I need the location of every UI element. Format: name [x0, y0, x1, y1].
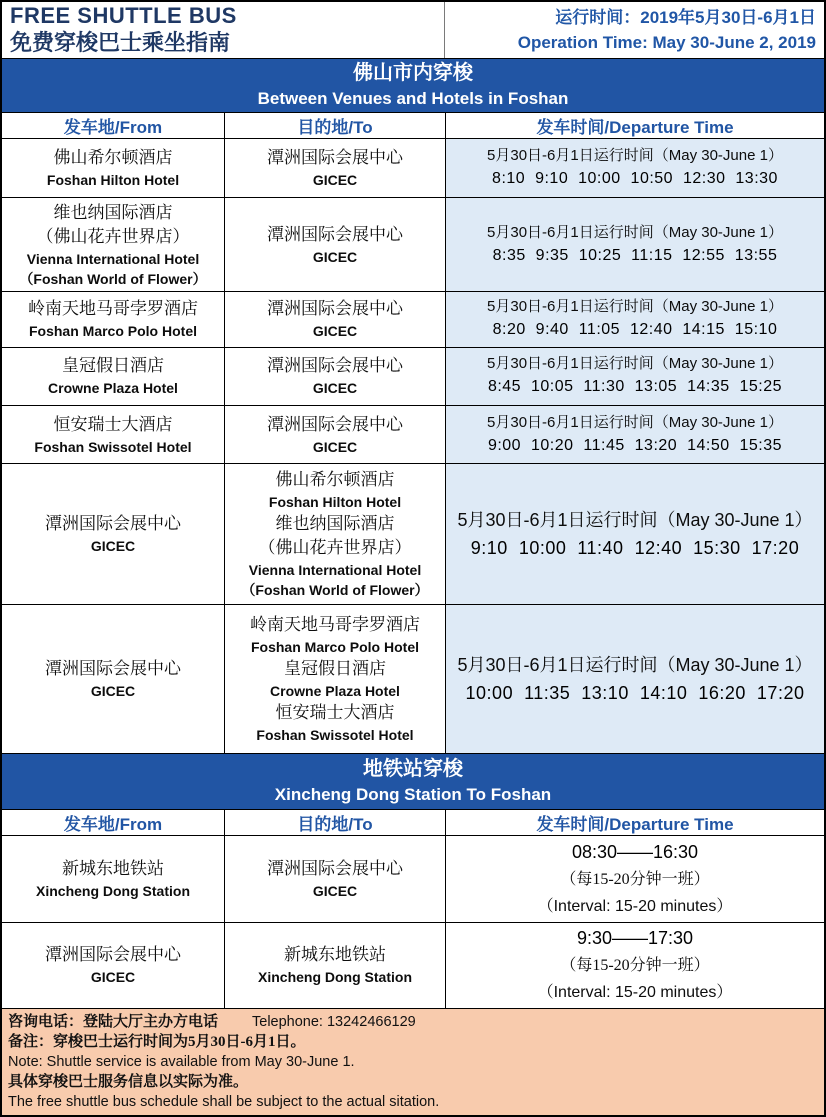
table-row — [2, 347, 824, 406]
from-cell — [2, 605, 224, 753]
to-cell — [224, 292, 445, 347]
to-name-zh: 潭洲国际会展中心 — [267, 224, 403, 244]
section-banner-metro — [2, 753, 824, 809]
from-cell — [2, 348, 224, 406]
from-name-en: Foshan Marco Polo Hotel — [28, 323, 197, 340]
table-row — [2, 405, 824, 463]
page-title-en: FREE SHUTTLE BUS — [10, 3, 237, 28]
departure-times: 9:10 10:00 11:40 12:40 15:30 17:20 — [470, 538, 800, 559]
banner-title-en: Xincheng Dong Station To Foshan — [274, 785, 552, 805]
banner-title-en: Between Venues and Hotels in Foshan — [257, 88, 569, 108]
interval-zh: （每15-20分钟一班） — [560, 957, 710, 975]
departure-time-cell — [445, 923, 824, 1008]
to-name-en-3: Foshan Swissotel Hotel — [256, 727, 414, 744]
from-cell — [2, 198, 224, 290]
to-cell — [224, 923, 445, 1008]
to-name-zh: 佛山希尔顿酒店 — [275, 470, 395, 490]
footer-note-zh: 备注：穿梭巴士运行时间为5月30日-6月1日。 — [8, 1033, 306, 1050]
from-name-zh-2: （佛山花卉世界店） — [36, 226, 190, 246]
time-period-label: 5月30日-6月1日运行时间（May 30-June 1） — [487, 223, 783, 241]
from-cell — [2, 292, 224, 347]
table-row — [2, 604, 824, 753]
to-name-en-3: （Foshan World of Flower） — [241, 582, 429, 599]
to-cell — [224, 406, 445, 463]
to-cell — [224, 605, 445, 753]
from-name-zh: 佛山希尔顿酒店 — [53, 148, 173, 168]
from-name-en: GICEC — [90, 538, 136, 555]
table-row — [2, 463, 824, 604]
to-name-zh: 潭洲国际会展中心 — [267, 414, 403, 434]
to-name-en: GICEC — [312, 172, 358, 189]
to-cell — [224, 464, 445, 604]
section-banner-foshan — [2, 58, 824, 112]
departure-time-cell — [445, 406, 824, 463]
time-period-label: 5月30日-6月1日运行时间（May 30-June 1） — [487, 147, 783, 165]
from-name-en: Vienna International Hotel — [26, 250, 200, 267]
table-row — [2, 138, 824, 198]
banner-title-zh: 地铁站穿梭 — [363, 758, 463, 781]
column-header-row — [2, 112, 824, 138]
to-name-zh: 岭南天地马哥孛罗酒店 — [250, 615, 420, 635]
from-cell — [2, 139, 224, 198]
to-cell — [224, 139, 445, 198]
column-header-to: 目的地/To — [224, 810, 445, 835]
from-name-zh: 潭洲国际会展中心 — [45, 514, 181, 534]
departure-time-cell — [445, 464, 824, 604]
from-name-en: GICEC — [90, 683, 136, 700]
column-header-to: 目的地/To — [224, 113, 445, 138]
to-name-zh-3: 恒安瑞士大酒店 — [275, 703, 395, 723]
header-title-block — [2, 2, 445, 58]
from-cell — [2, 464, 224, 604]
departure-times: 8:45 10:05 11:30 13:05 14:35 15:25 — [487, 378, 783, 396]
departure-time-cell — [445, 605, 824, 753]
time-range: 08:30——16:30 — [571, 841, 699, 862]
banner-title-zh: 佛山市内穿梭 — [353, 61, 473, 84]
departure-times: 8:35 9:35 10:25 11:15 12:55 13:55 — [492, 246, 778, 264]
to-name-zh: 潭洲国际会展中心 — [267, 356, 403, 376]
operation-time-block — [445, 2, 824, 58]
departure-time-cell — [445, 348, 824, 406]
to-cell — [224, 836, 445, 922]
from-name-en: Foshan Swissotel Hotel — [34, 438, 192, 455]
from-name-zh: 恒安瑞士大酒店 — [53, 414, 173, 434]
from-name-en: Foshan Hilton Hotel — [46, 172, 180, 189]
to-name-zh: 潭洲国际会展中心 — [267, 299, 403, 319]
column-header-row — [2, 809, 824, 835]
to-name-en: GICEC — [312, 323, 358, 340]
to-name-en: Xincheng Dong Station — [258, 969, 412, 986]
departure-time-cell — [445, 292, 824, 347]
from-name-zh: 新城东地铁站 — [62, 858, 164, 878]
footer-phone-line — [8, 1012, 818, 1032]
table-row — [2, 922, 824, 1008]
footer-disclaimer-en: The free shuttle bus schedule shall be subject to the actual sitation. — [8, 1093, 440, 1110]
column-header-time: 发车时间/Departure Time — [445, 113, 824, 138]
column-header-from: 发车地/From — [63, 814, 163, 834]
from-name-en: Xincheng Dong Station — [36, 882, 190, 899]
to-name-zh-2: 皇冠假日酒店 — [284, 659, 386, 679]
to-name-en: Foshan Hilton Hotel — [268, 494, 402, 511]
to-name-en-2: Vienna International Hotel — [248, 562, 422, 579]
phone-label-zh: 咨询电话：登陆大厅主办方电话 — [8, 1013, 219, 1030]
phone-number: Telephone: 13242466129 — [252, 1013, 416, 1030]
to-name-en: GICEC — [312, 882, 358, 899]
from-cell — [2, 836, 224, 922]
departure-times: 8:10 9:10 10:00 10:50 12:30 13:30 — [492, 170, 778, 188]
from-name-zh: 维也纳国际酒店 — [53, 202, 173, 222]
to-name-zh-2: 维也纳国际酒店 — [275, 514, 395, 534]
interval-en: （Interval: 15-20 minutes） — [537, 984, 733, 1002]
departure-times: 9:00 10:20 11:45 13:20 14:50 15:35 — [487, 436, 783, 454]
from-name-en: Crowne Plaza Hotel — [48, 380, 178, 397]
time-period-label: 5月30日-6月1日运行时间（May 30-June 1） — [487, 298, 783, 316]
to-cell — [224, 198, 445, 290]
page-title-zh: 免费穿梭巴士乘坐指南 — [10, 30, 231, 55]
to-name-en: GICEC — [312, 248, 358, 265]
to-name-zh: 新城东地铁站 — [284, 945, 386, 965]
time-period-label: 5月30日-6月1日运行时间（May 30-June 1） — [487, 355, 783, 373]
to-name-en: Foshan Marco Polo Hotel — [250, 639, 419, 656]
operation-time-en: Operation Time: May 30-June 2, 2019 — [517, 33, 816, 52]
time-period-label: 5月30日-6月1日运行时间（May 30-June 1） — [457, 655, 813, 676]
departure-times: 10:00 11:35 13:10 14:10 16:20 17:20 — [465, 683, 805, 704]
column-header-from: 发车地/From — [63, 117, 163, 137]
from-name-zh: 皇冠假日酒店 — [62, 356, 164, 376]
time-period-label: 5月30日-6月1日运行时间（May 30-June 1） — [487, 413, 783, 431]
time-period-label: 5月30日-6月1日运行时间（May 30-June 1） — [457, 510, 813, 531]
footer-notes — [2, 1008, 824, 1115]
departure-time-cell — [445, 198, 824, 290]
column-header-time: 发车时间/Departure Time — [445, 810, 824, 835]
from-cell — [2, 406, 224, 463]
from-name-zh: 潭洲国际会展中心 — [45, 945, 181, 965]
departure-time-cell — [445, 139, 824, 198]
table-row — [2, 291, 824, 347]
interval-en: （Interval: 15-20 minutes） — [537, 897, 733, 915]
to-name-en: GICEC — [312, 380, 358, 397]
time-range: 9:30——17:30 — [576, 928, 694, 949]
from-name-zh: 岭南天地马哥孛罗酒店 — [28, 299, 198, 319]
to-name-zh: 潭洲国际会展中心 — [267, 148, 403, 168]
from-name-en: GICEC — [90, 969, 136, 986]
document-header — [2, 2, 824, 58]
from-name-en-2: （Foshan World of Flower） — [19, 270, 207, 287]
to-name-en: GICEC — [312, 438, 358, 455]
footer-disclaimer-zh: 具体穿梭巴士服务信息以实际为准。 — [8, 1073, 249, 1090]
to-name-zh: 潭洲国际会展中心 — [267, 858, 403, 878]
departure-time-cell — [445, 836, 824, 922]
table-row — [2, 835, 824, 922]
footer-note-en: Note: Shuttle service is available from May 30-June 1. — [8, 1053, 355, 1070]
operation-time-zh: 运行时间：2019年5月30日-6月1日 — [555, 8, 816, 27]
from-cell — [2, 923, 224, 1008]
to-name-zh-3: （佛山花卉世界店） — [258, 538, 412, 558]
departure-times: 8:20 9:40 11:05 12:40 14:15 15:10 — [492, 321, 778, 339]
to-cell — [224, 348, 445, 406]
from-name-zh: 潭洲国际会展中心 — [45, 659, 181, 679]
interval-zh: （每15-20分钟一班） — [560, 870, 710, 888]
to-name-en-2: Crowne Plaza Hotel — [270, 683, 400, 700]
table-row — [2, 197, 824, 290]
